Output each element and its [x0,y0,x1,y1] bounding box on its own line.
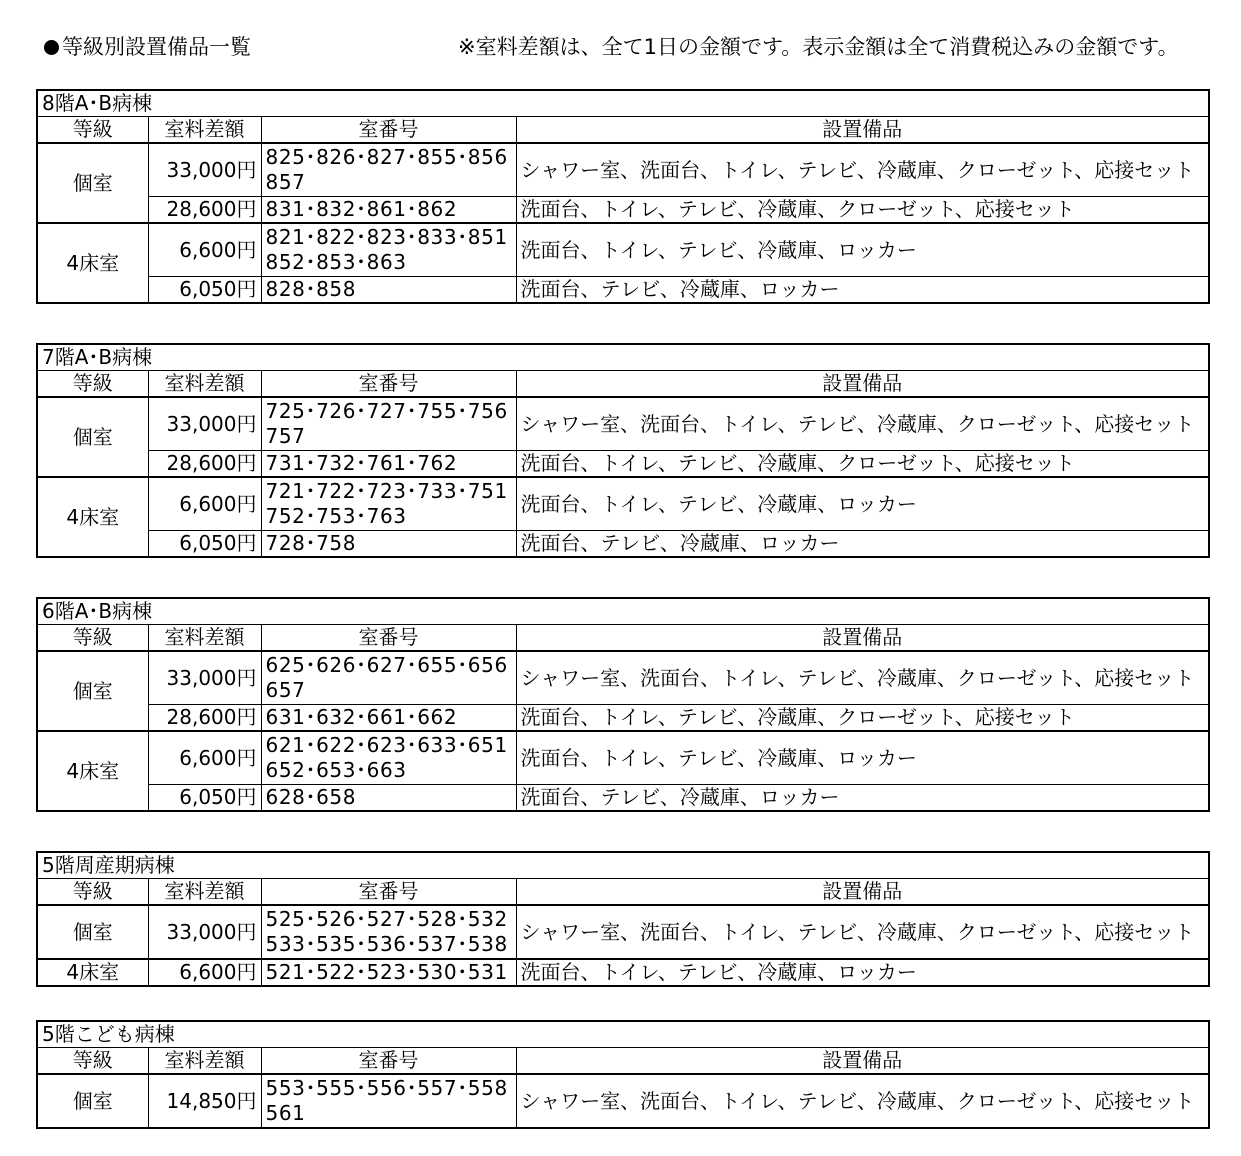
column-header-rooms: 室番号 [261,117,516,144]
column-header-equipment: 設置備品 [516,1048,1209,1075]
column-header-grade: 等級 [37,117,148,144]
equipment-cell: 洗面台、トイレ、テレビ、冷蔵庫、ロッカー [516,731,1209,785]
ward-table [36,89,1210,304]
page-title [44,34,251,60]
column-header-rooms: 室番号 [261,1048,516,1075]
column-header-row [37,117,1209,144]
ward-title: 5階こども病棟 [37,1021,1209,1048]
equipment-cell: 洗面台、トイレ、テレビ、冷蔵庫、ロッカー [516,477,1209,531]
column-header-row [37,371,1209,398]
ward-table [36,851,1210,987]
rooms-cell: 621･622･623･633･651 652･653･663 [261,731,516,785]
table-row [37,651,1209,705]
column-header-equipment: 設置備品 [516,879,1209,906]
column-header-fee: 室料差額 [148,371,261,398]
ward-title-row [37,90,1209,117]
ward-title-row [37,598,1209,625]
rooms-cell: 828･858 [261,277,516,304]
rooms-cell: 631･632･661･662 [261,705,516,732]
ward-title-row [37,344,1209,371]
grade-cell: 4床室 [37,959,148,986]
grade-cell: 個室 [37,397,148,477]
table-row [37,143,1209,197]
fee-cell: 6,050円 [148,785,261,812]
grade-cell: 4床室 [37,477,148,557]
column-header-fee: 室料差額 [148,1048,261,1075]
column-header-grade: 等級 [37,625,148,652]
table-row [37,477,1209,531]
fee-cell: 6,600円 [148,731,261,785]
bullet-icon [44,40,59,55]
ward-table [36,597,1210,812]
table-row [37,451,1209,478]
fee-cell: 6,600円 [148,477,261,531]
equipment-cell: 洗面台、トイレ、テレビ、冷蔵庫、クローゼット、応接セット [516,197,1209,224]
column-header-grade: 等級 [37,879,148,906]
grade-cell: 4床室 [37,223,148,303]
fee-cell: 33,000円 [148,143,261,197]
fee-cell: 28,600円 [148,705,261,732]
fee-cell: 6,050円 [148,277,261,304]
equipment-cell: 洗面台、テレビ、冷蔵庫、ロッカー [516,277,1209,304]
column-header-rooms: 室番号 [261,371,516,398]
equipment-cell: シャワー室、洗面台、トイレ、テレビ、冷蔵庫、クローゼット、応接セット [516,1074,1209,1128]
equipment-cell: 洗面台、テレビ、冷蔵庫、ロッカー [516,785,1209,812]
equipment-cell: シャワー室、洗面台、トイレ、テレビ、冷蔵庫、クローゼット、応接セット [516,651,1209,705]
fee-cell: 33,000円 [148,397,261,451]
equipment-cell: シャワー室、洗面台、トイレ、テレビ、冷蔵庫、クローゼット、応接セット [516,905,1209,959]
table-row [37,277,1209,304]
grade-cell: 個室 [37,143,148,223]
column-header-rooms: 室番号 [261,625,516,652]
equipment-cell: シャワー室、洗面台、トイレ、テレビ、冷蔵庫、クローゼット、応接セット [516,397,1209,451]
table-row [37,731,1209,785]
column-header-fee: 室料差額 [148,879,261,906]
ward-title: 7階A･B病棟 [37,344,1209,371]
column-header-grade: 等級 [37,1048,148,1075]
rooms-cell: 831･832･861･862 [261,197,516,224]
table-row [37,223,1209,277]
table-row [37,905,1209,959]
rooms-cell: 728･758 [261,531,516,558]
ward-table [36,343,1210,558]
rooms-cell: 525･526･527･528･532 533･535･536･537･538 [261,905,516,959]
fee-cell: 14,850円 [148,1074,261,1128]
table-row [37,959,1209,986]
grade-cell: 個室 [37,1074,148,1128]
column-header-grade: 等級 [37,371,148,398]
ward-title: 8階A･B病棟 [37,90,1209,117]
table-row [37,397,1209,451]
column-header-equipment: 設置備品 [516,625,1209,652]
column-header-row [37,625,1209,652]
table-row [37,785,1209,812]
column-header-equipment: 設置備品 [516,117,1209,144]
fee-cell: 28,600円 [148,451,261,478]
grade-cell: 4床室 [37,731,148,811]
ward-title-row [37,852,1209,879]
equipment-cell: 洗面台、トイレ、テレビ、冷蔵庫、ロッカー [516,223,1209,277]
rooms-cell: 825･826･827･855･856 857 [261,143,516,197]
grade-cell: 個室 [37,651,148,731]
table-row [37,531,1209,558]
rooms-cell: 521･522･523･530･531 [261,959,516,986]
column-header-fee: 室料差額 [148,117,261,144]
rooms-cell: 625･626･627･655･656 657 [261,651,516,705]
table-row [37,1074,1209,1128]
rooms-cell: 821･822･823･833･851 852･853･863 [261,223,516,277]
grade-cell: 個室 [37,905,148,959]
column-header-row [37,1048,1209,1075]
page-title-text: 等級別設置備品一覧 [62,35,251,59]
fee-cell: 6,600円 [148,223,261,277]
rooms-cell: 628･658 [261,785,516,812]
rooms-cell: 553･555･556･557･558 561 [261,1074,516,1128]
fee-cell: 33,000円 [148,905,261,959]
tax-note: ※室料差額は、全て1日の金額です。表示金額は全て消費税込みの金額です。 [458,35,1179,59]
ward-table [36,1020,1210,1129]
column-header-fee: 室料差額 [148,625,261,652]
equipment-cell: 洗面台、テレビ、冷蔵庫、ロッカー [516,531,1209,558]
table-row [37,705,1209,732]
fee-cell: 6,600円 [148,959,261,986]
column-header-row [37,879,1209,906]
fee-cell: 28,600円 [148,197,261,224]
rooms-cell: 731･732･761･762 [261,451,516,478]
fee-cell: 6,050円 [148,531,261,558]
equipment-cell: 洗面台、トイレ、テレビ、冷蔵庫、クローゼット、応接セット [516,705,1209,732]
table-row [37,197,1209,224]
ward-title: 5階周産期病棟 [37,852,1209,879]
column-header-rooms: 室番号 [261,879,516,906]
equipment-cell: シャワー室、洗面台、トイレ、テレビ、冷蔵庫、クローゼット、応接セット [516,143,1209,197]
equipment-cell: 洗面台、トイレ、テレビ、冷蔵庫、ロッカー [516,959,1209,986]
column-header-equipment: 設置備品 [516,371,1209,398]
ward-title-row [37,1021,1209,1048]
fee-cell: 33,000円 [148,651,261,705]
equipment-cell: 洗面台、トイレ、テレビ、冷蔵庫、クローゼット、応接セット [516,451,1209,478]
ward-title: 6階A･B病棟 [37,598,1209,625]
rooms-cell: 721･722･723･733･751 752･753･763 [261,477,516,531]
rooms-cell: 725･726･727･755･756 757 [261,397,516,451]
